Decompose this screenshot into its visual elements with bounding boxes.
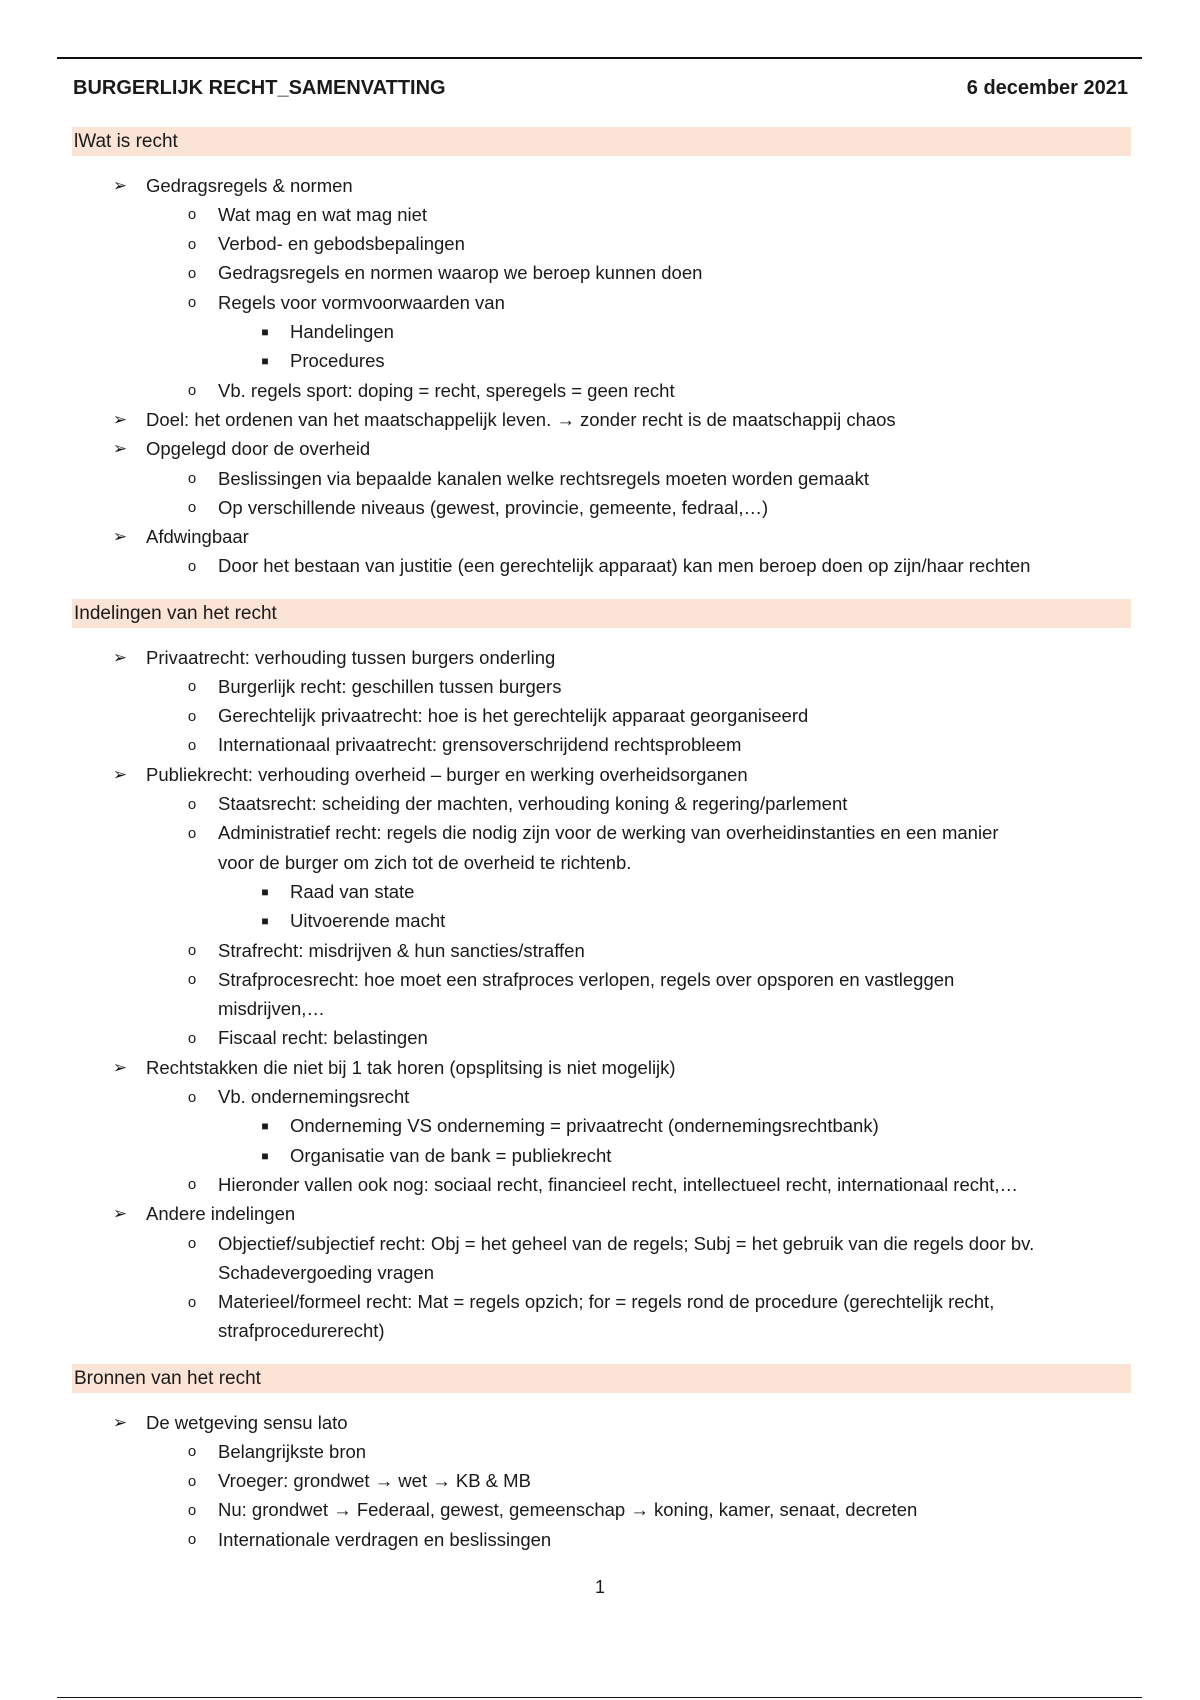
- list-item: [0, 819, 1200, 848]
- square-bullet-icon: ■: [261, 325, 269, 339]
- list-item-text: Beslissingen via bepaalde kanalen welke rechtsregels moeten worden gemaakt: [218, 467, 869, 489]
- list-item-text: Doel: het ordenen van het maatschappelijk leven. → zonder recht is de maatschappij chaos: [146, 408, 896, 430]
- circle-bullet-icon: o: [187, 1029, 197, 1047]
- list-item-text: Strafrecht: misdrijven & hun sancties/straffen: [218, 939, 585, 961]
- circle-bullet-icon: o: [187, 1293, 197, 1311]
- list-item: [0, 702, 1200, 731]
- list-item: [0, 1053, 1200, 1082]
- section-heading: Bronnen van het recht: [72, 1364, 1131, 1393]
- circle-bullet-icon: o: [187, 971, 197, 989]
- list-item-text: Verbod- en gebodsbepalingen: [218, 233, 465, 255]
- list-item-text: Organisatie van de bank = publiekrecht: [290, 1144, 612, 1166]
- list-item-text: Hieronder vallen ook nog: sociaal recht, financieel recht, intellectueel recht, internationaal recht,…: [218, 1173, 1019, 1195]
- circle-bullet-icon: o: [187, 382, 197, 400]
- list-item-text: Raad van state: [290, 880, 415, 902]
- top-rule: [57, 57, 1142, 59]
- circle-bullet-icon: o: [187, 824, 197, 842]
- arrow-bullet-icon: ➢: [112, 764, 128, 784]
- list-item: [0, 435, 1200, 464]
- document-date: 6 december 2021: [966, 76, 1128, 99]
- circle-bullet-icon: o: [187, 1531, 197, 1549]
- section-heading: lWat is recht: [72, 127, 1131, 156]
- circle-bullet-icon: o: [187, 557, 197, 575]
- square-bullet-icon: ■: [261, 1119, 269, 1134]
- list-item-text: Uitvoerende macht: [290, 910, 446, 932]
- arrow-bullet-icon: ➢: [112, 527, 128, 547]
- list-item: [0, 1317, 1200, 1346]
- list-item: [0, 731, 1200, 760]
- list-item-text: Vb. ondernemingsrecht: [218, 1086, 410, 1107]
- circle-bullet-icon: o: [187, 499, 197, 517]
- arrow-bullet-icon: ➢: [112, 647, 128, 667]
- list-item: [0, 259, 1200, 288]
- list-item-text: Onderneming VS onderneming = privaatrecht (ondernemingsrechtbank): [290, 1115, 879, 1137]
- list-item-text: Staatsrecht: scheiding der machten, verhouding koning & regering/parlement: [218, 793, 848, 814]
- circle-bullet-icon: o: [187, 1176, 197, 1194]
- list-item: [0, 376, 1200, 405]
- arrow-bullet-icon: ➢: [112, 1204, 128, 1224]
- list-item: [0, 171, 1200, 200]
- list-item-text: Opgelegd door de overheid: [146, 438, 371, 460]
- list-item-text: Op verschillende niveaus (gewest, provincie, gemeente, fedraal,…): [218, 496, 769, 518]
- section-heading: Indelingen van het recht: [72, 599, 1131, 628]
- list-item: [0, 1408, 1200, 1437]
- list-item: [0, 848, 1200, 877]
- list-item: [0, 1288, 1200, 1317]
- square-bullet-icon: ■: [261, 354, 269, 369]
- list-item: [0, 493, 1200, 522]
- list-item-text: Procedures: [290, 350, 385, 372]
- circle-bullet-icon: o: [187, 1501, 197, 1519]
- square-bullet-icon: ■: [261, 1148, 269, 1163]
- list-item-text: strafprocedurerecht): [218, 1320, 385, 1342]
- bottom-rule: [57, 1697, 1142, 1698]
- circle-bullet-icon: o: [187, 470, 197, 487]
- arrow-bullet-icon: ➢: [112, 175, 128, 195]
- list-item-text: Gedragsregels & normen: [146, 174, 353, 196]
- list-item-text: Schadevergoeding vragen: [218, 1261, 434, 1283]
- circle-bullet-icon: o: [187, 942, 197, 959]
- list-item: [0, 200, 1200, 229]
- list-item-text: Objectief/subjectief recht: Obj = het geheel van de regels; Subj = het gebruik van die regels door bv.: [218, 1232, 1035, 1254]
- list-item-text: Gerechtelijk privaatrecht: hoe is het gerechtelijk apparaat georganiseerd: [218, 705, 809, 727]
- list-item: [0, 965, 1200, 994]
- list-item-text: Belangrijkste bron: [218, 1440, 367, 1462]
- arrow-bullet-icon: ➢: [112, 409, 128, 429]
- list-item: [0, 1112, 1200, 1141]
- arrow-bullet-icon: ➢: [112, 1057, 128, 1077]
- arrow-bullet-icon: ➢: [112, 439, 128, 459]
- list-item: [0, 318, 1200, 347]
- list-item-text: Regels voor vormvoorwaarden van: [218, 291, 505, 313]
- list-item: [0, 1437, 1200, 1466]
- list-item: [0, 1229, 1200, 1258]
- list-item: [0, 1083, 1200, 1112]
- list-item: [0, 1141, 1200, 1170]
- list-item: [0, 1496, 1200, 1525]
- list-item: [0, 907, 1200, 936]
- document-title: BURGERLIJK RECHT_SAMENVATTING: [73, 76, 446, 99]
- list-item: [0, 552, 1200, 581]
- list-item-text: Vroeger: grondwet → wet → KB & MB: [218, 1470, 531, 1492]
- list-item-text: Internationale verdragen en beslissingen: [218, 1528, 552, 1550]
- list-item: [0, 347, 1200, 376]
- circle-bullet-icon: o: [187, 235, 197, 253]
- page-number: 1: [594, 1577, 605, 1597]
- arrow-bullet-icon: ➢: [112, 1412, 128, 1432]
- circle-bullet-icon: o: [187, 736, 197, 754]
- list-item: [0, 288, 1200, 317]
- list-item: [0, 995, 1200, 1024]
- list-item: [0, 1200, 1200, 1229]
- circle-bullet-icon: o: [187, 707, 197, 725]
- list-item: [0, 1258, 1200, 1287]
- list-item: [0, 523, 1200, 552]
- list-item-text: Administratief recht: regels die nodig zijn voor de werking van overheidinstanties en een manier: [218, 822, 999, 844]
- list-item-text: Materieel/formeel recht: Mat = regels opzich; for = regels rond de procedure (gerechtelijk recht,: [218, 1291, 995, 1313]
- list-item-text: Fiscaal recht: belastingen: [218, 1027, 428, 1049]
- list-item-text: Gedragsregels en normen waarop we beroep kunnen doen: [218, 262, 703, 284]
- list-item-text: Wat mag en wat mag niet: [218, 203, 428, 225]
- circle-bullet-icon: o: [187, 1472, 197, 1490]
- circle-bullet-icon: o: [187, 1088, 197, 1106]
- list-item-text: Rechtstakken die niet bij 1 tak horen (opsplitsing is niet mogelijk): [146, 1056, 676, 1078]
- list-item-text: Door het bestaan van justitie (een gerechtelijk apparaat) kan men beroep doen op zijn/haar rechten: [218, 555, 1031, 577]
- list-item-text: Afdwingbaar: [146, 526, 249, 548]
- list-item-text: Internationaal privaatrecht: grensoverschrijdend rechtsprobleem: [218, 734, 742, 756]
- circle-bullet-icon: o: [187, 294, 197, 312]
- list-item-text: Publiekrecht: verhouding overheid – burger en werking overheidsorganen: [146, 763, 748, 785]
- list-item: [0, 1467, 1200, 1496]
- square-bullet-icon: ■: [261, 914, 269, 929]
- list-item-text: voor de burger om zich tot de overheid te richtenb.: [218, 851, 632, 873]
- list-item-text: Strafprocesrecht: hoe moet een strafproces verlopen, regels over opsporen en vastleggen: [218, 968, 955, 990]
- list-item: [0, 1024, 1200, 1053]
- list-item: [0, 936, 1200, 965]
- page-header: [73, 73, 1128, 103]
- circle-bullet-icon: o: [187, 1443, 197, 1461]
- list-item-text: misdrijven,…: [218, 998, 325, 1020]
- list-item: [0, 1170, 1200, 1199]
- list-item: [0, 643, 1200, 672]
- circle-bullet-icon: o: [187, 795, 197, 813]
- circle-bullet-icon: o: [187, 206, 197, 224]
- circle-bullet-icon: o: [187, 678, 197, 696]
- list-item: [0, 464, 1200, 493]
- list-item: [0, 405, 1200, 434]
- list-item-text: Privaatrecht: verhouding tussen burgers onderling: [146, 646, 556, 668]
- list-item: [0, 230, 1200, 259]
- circle-bullet-icon: o: [187, 1235, 197, 1252]
- circle-bullet-icon: o: [187, 264, 197, 282]
- list-item-text: Vb. regels sport: doping = recht, speregels = geen recht: [218, 379, 675, 401]
- square-bullet-icon: ■: [261, 884, 269, 899]
- list-item-text: Burgerlijk recht: geschillen tussen burgers: [218, 675, 562, 697]
- list-item-text: De wetgeving sensu lato: [146, 1411, 348, 1433]
- list-item: [0, 672, 1200, 701]
- list-item-text: Handelingen: [290, 321, 394, 342]
- list-item: [0, 1525, 1200, 1554]
- list-item-text: Andere indelingen: [146, 1203, 296, 1225]
- list-item: [0, 760, 1200, 789]
- list-item-text: Nu: grondwet → Federaal, gewest, gemeenschap → koning, kamer, senaat, decreten: [218, 1499, 918, 1521]
- list-item: [0, 877, 1200, 906]
- list-item: [0, 790, 1200, 819]
